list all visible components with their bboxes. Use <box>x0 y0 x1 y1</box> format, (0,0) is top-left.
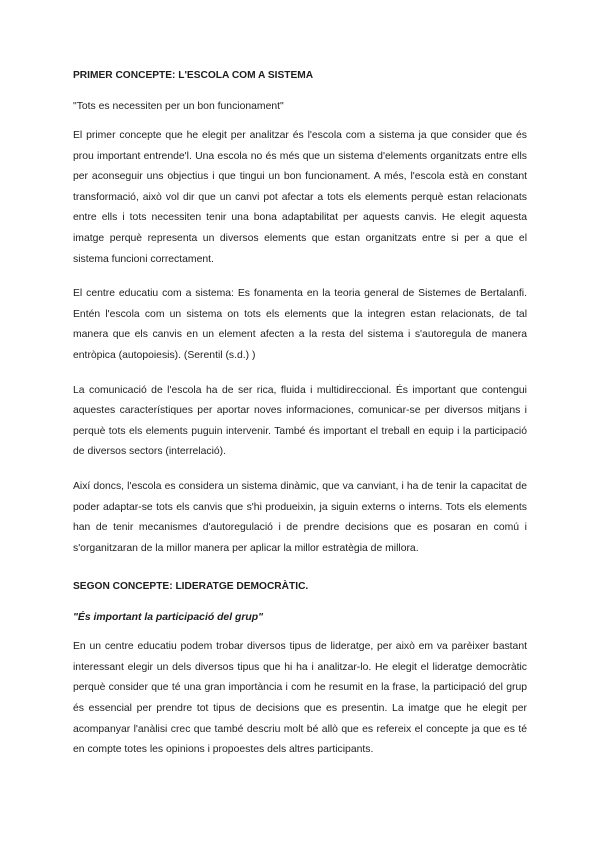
section-quote: "Tots es necessiten per un bon funcionament" <box>73 101 284 112</box>
section-lideratge-democratic <box>73 581 527 761</box>
section-escola-sistema <box>73 70 527 559</box>
paragraph: Així doncs, l'escola es considera un sistema dinàmic, que va canviant, i ha de tenir la capacitat de poder adaptar-se tots els canvis que s'hi produeixin, ja siguin externs o interns. Tots els elements han de tenir mecanismes d'autoregulació i de prendre decisions que es posaran en comú i s'organitzaran de la millor manera per aplicar la millor estratègia de millora. <box>73 480 527 554</box>
section-quote: "És important la participació del grup" <box>73 612 263 624</box>
section-heading: PRIMER CONCEPTE: L'ESCOLA COM A SISTEMA <box>73 70 314 81</box>
paragraph: El centre educatiu com a sistema: Es fonamenta en la teoria general de Sistemes de Bertalanfi. Entén l'escola com un sistema on tots els elements que la integren estan relacionats, de tal manera que els canvis en un element afecten a la resta del sistema i s'autoregula de manera entròpica (autopoiesis). (Serentil (s.d.) ) <box>73 288 527 361</box>
paragraph: En un centre educatiu podem trobar diversos tipus de lideratge, per això em va parèixer bastant interessant elegir un dels diversos tipus que hi ha i analitzar-lo. He elegit el lideratge democràtic perquè consider que té una gran importància i com he resumit en la frase, la participació del grup és essencial per prendre tot tipus de decisions que es presentin. La imatge que he elegit per acompanyar l'anàlisi crec que també descriu molt bé allò que es refereix el concepte ja que es té en compte totes les opinions i propoestes dels altres participants. <box>73 641 527 756</box>
paragraph: El primer concepte que he elegit per analitzar és l'escola com a sistema ja que consider que és prou important entrende'l. Una escola no és més que un sistema d'elements organitzats entre ells per aconseguir uns objectius i que tingui un bon funcionament. A més, l'escola està en constant transformació, això vol dir que un canvi pot afectar a tots els elements perquè estan relacionats entre ells i tots necessiten tenir una bona adaptabilitat per aquests canvis. He elegit aquesta imatge perquè representa un diversos elements que estan organitzats entre si per a que el sistema funcioni correctament. <box>73 130 527 265</box>
section-heading: SEGON CONCEPTE: LIDERATGE DEMOCRÀTIC. <box>73 581 309 593</box>
paragraph: La comunicació de l'escola ha de ser rica, fluida i multidireccional. És important que contengui aquestes característiques per aportar noves informaciones, comunicar-se per diversos mitjans i perquè tots els elements puguin intervenir. També és important el treball en equip i la participació de diversos sectors (interrelació). <box>73 384 527 458</box>
